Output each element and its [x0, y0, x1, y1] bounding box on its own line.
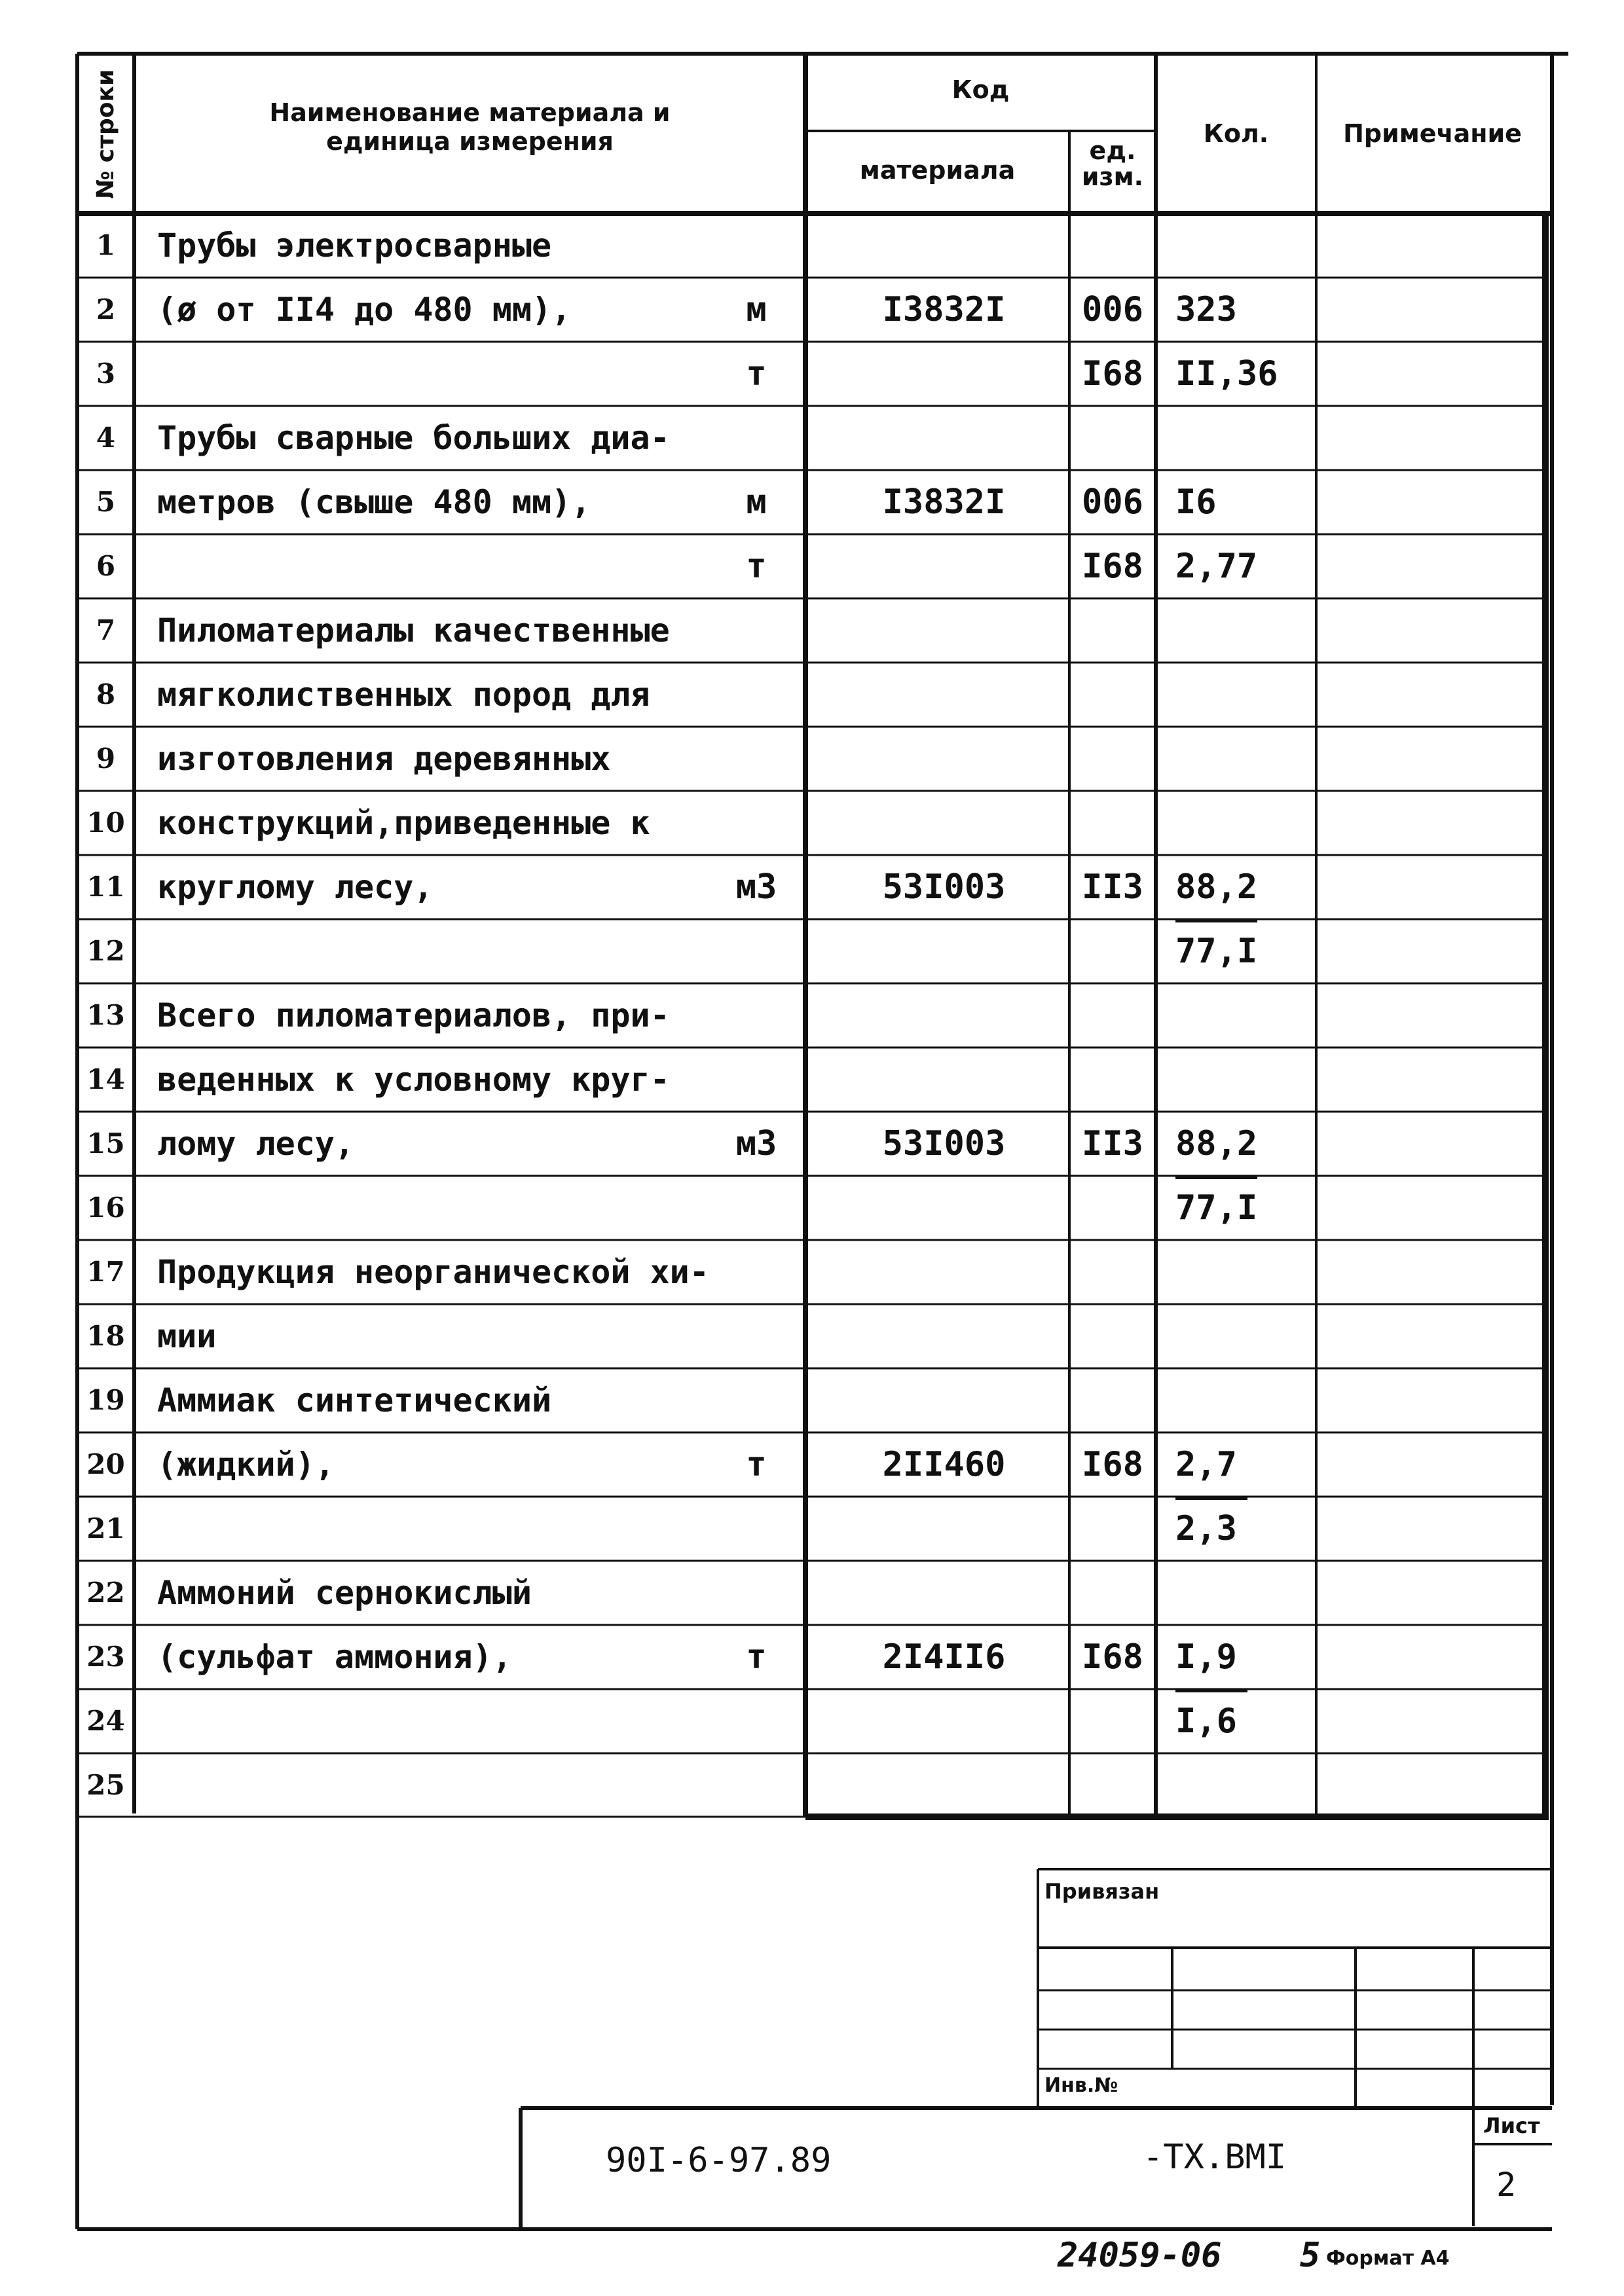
name-header-line2: единица измерения: [326, 127, 614, 156]
bound-label: Привязан: [1044, 1879, 1160, 1904]
note: [1316, 855, 1545, 919]
row-number: 11: [86, 871, 125, 903]
inventory-number-label: Инв.№: [1044, 2074, 1118, 2097]
note: [1316, 213, 1545, 278]
quantity: [1175, 983, 1316, 1048]
material-code: [819, 534, 1069, 598]
unit-code: 006: [1082, 483, 1143, 522]
unit: [720, 1497, 792, 1561]
note: [1316, 1753, 1545, 1817]
row-number: 20: [86, 1448, 125, 1480]
unit: т: [746, 354, 767, 393]
row-number: 15: [86, 1127, 125, 1159]
material-code: I3832I: [882, 290, 1006, 329]
material-name: (ø от II4 до 480 мм),: [157, 291, 572, 329]
row-number: 23: [86, 1641, 125, 1673]
row-number: 21: [86, 1512, 125, 1544]
material-name: мягколиственных пород для: [157, 676, 650, 714]
unit: [720, 1176, 792, 1240]
unit: т: [746, 1637, 767, 1677]
table-row: [0, 663, 1624, 727]
row-number: 1: [96, 229, 116, 261]
material-code: [819, 727, 1069, 791]
quantity: [1175, 598, 1316, 663]
unit: м3: [735, 867, 777, 907]
note: [1316, 663, 1545, 727]
unit: т: [746, 1445, 767, 1484]
quantity: [1175, 1753, 1316, 1817]
material-code: [819, 791, 1069, 855]
quantity: [1175, 663, 1316, 727]
unit: [720, 983, 792, 1048]
material-name: Аммоний сернокислый: [157, 1574, 532, 1612]
material-name: [157, 1753, 720, 1817]
note: [1316, 791, 1545, 855]
unit-code: I68: [1082, 1637, 1143, 1677]
unit: [720, 1561, 792, 1625]
note: [1316, 534, 1545, 598]
material-code: [819, 1240, 1069, 1304]
material-name: Трубы сварные больших диа-: [157, 419, 670, 457]
row-number: 24: [86, 1705, 125, 1737]
material-code: 2I4II6: [882, 1637, 1006, 1677]
table-row: [0, 534, 1624, 598]
quantity: 2,7: [1175, 1445, 1237, 1484]
quantity: [1175, 1304, 1316, 1368]
material-code: [819, 1689, 1069, 1753]
row-number: 4: [96, 422, 116, 454]
row-number: 3: [96, 357, 116, 390]
row-number: 16: [86, 1192, 125, 1224]
material-name: Пиломатериалы качественные: [157, 611, 670, 649]
unit: [720, 1368, 792, 1432]
name-header: [134, 98, 805, 156]
unit-code: [1069, 213, 1156, 278]
row-number: 8: [96, 678, 116, 710]
unit: [720, 791, 792, 855]
material-name: изготовления деревянных: [157, 740, 611, 778]
quantity: 77,I: [1175, 1188, 1258, 1228]
note: [1316, 1432, 1545, 1497]
unit-code: [1069, 406, 1156, 470]
note: [1316, 983, 1545, 1048]
row-number: 13: [86, 999, 125, 1031]
document-code: 90I-6-97.89: [606, 2141, 832, 2180]
code-group-header: Код: [951, 75, 1010, 104]
unit-code: [1069, 598, 1156, 663]
unit: [720, 919, 792, 983]
material-name: круглому лесу,: [157, 868, 434, 906]
unit: м: [746, 290, 767, 329]
table-row: [0, 1112, 1624, 1176]
table-row: [0, 1176, 1624, 1240]
quantity: 2,77: [1175, 547, 1258, 586]
material-name: [157, 1176, 720, 1240]
table-row: [0, 727, 1624, 791]
table-row: [0, 919, 1624, 983]
unit: м3: [735, 1124, 777, 1163]
material-name: веденных к условному круг-: [157, 1061, 670, 1099]
unit: м: [746, 483, 767, 522]
row-number: 19: [86, 1384, 125, 1416]
table-row: [0, 342, 1624, 406]
table-row: [0, 1304, 1624, 1368]
table-row: [0, 1432, 1624, 1497]
unit-code: [1069, 1176, 1156, 1240]
material-name: Продукция неорганической хи-: [157, 1253, 709, 1291]
material-code: [819, 1304, 1069, 1368]
table-row: [0, 1625, 1624, 1689]
material-code: [819, 1048, 1069, 1112]
material-name: метров (свыше 480 мм),: [157, 483, 591, 521]
material-name: (жидкий),: [157, 1446, 335, 1484]
material-name: [157, 1497, 720, 1561]
material-code: [819, 1561, 1069, 1625]
unit-code: [1069, 1304, 1156, 1368]
row-number: 9: [96, 742, 116, 774]
material-code: 2II460: [882, 1445, 1006, 1484]
material-code: [819, 1497, 1069, 1561]
archive-stamp: 24059-06: [1058, 2236, 1222, 2275]
material-code: 53I003: [882, 1124, 1006, 1163]
unit-code: [1069, 1048, 1156, 1112]
note: [1316, 1176, 1545, 1240]
code-unit-header-line1: ед.: [1089, 136, 1136, 165]
quantity: [1175, 1368, 1316, 1432]
quantity-header: Кол.: [1203, 119, 1269, 148]
material-code: 53I003: [882, 867, 1006, 907]
material-name: Трубы электросварные: [157, 227, 552, 264]
material-code: I3832I: [882, 483, 1006, 522]
material-name: лому лесу,: [157, 1125, 355, 1163]
quantity: 323: [1175, 290, 1237, 329]
quantity: [1175, 213, 1316, 278]
paper-format: Формат А4: [1326, 2247, 1450, 2270]
unit-code: [1069, 1689, 1156, 1753]
table-row: [0, 213, 1624, 278]
note: [1316, 1497, 1545, 1561]
quantity: [1175, 791, 1316, 855]
material-code: [819, 663, 1069, 727]
row-number-header: № строки: [92, 69, 119, 200]
note: [1316, 598, 1545, 663]
unit-code: [1069, 1240, 1156, 1304]
note: [1316, 406, 1545, 470]
quantity: 88,2: [1175, 1124, 1258, 1163]
table-row: [0, 1561, 1624, 1625]
row-number: 17: [86, 1256, 125, 1288]
unit: [720, 1048, 792, 1112]
table-row: [0, 1497, 1624, 1561]
code-unit-header-line2: изм.: [1081, 162, 1144, 191]
material-code: [819, 983, 1069, 1048]
unit-code: [1069, 1497, 1156, 1561]
page-mark: 5: [1300, 2236, 1321, 2275]
note-header: Примечание: [1343, 119, 1522, 148]
material-code: [819, 342, 1069, 406]
code-unit-header: [1069, 137, 1156, 190]
row-number: 18: [86, 1320, 125, 1352]
quantity: 2,3: [1175, 1509, 1237, 1548]
material-name: (сульфат аммония),: [157, 1638, 512, 1676]
table-row: [0, 855, 1624, 919]
unit: [720, 1240, 792, 1304]
material-name: [157, 534, 720, 598]
row-number: 10: [86, 807, 125, 839]
unit-code: 006: [1082, 290, 1143, 329]
material-name: Аммиак синтетический: [157, 1381, 552, 1419]
quantity: [1175, 1561, 1316, 1625]
unit-code: [1069, 791, 1156, 855]
material-name: [157, 342, 720, 406]
unit-code: II3: [1082, 1124, 1143, 1163]
unit-code: [1069, 663, 1156, 727]
unit: [720, 406, 792, 470]
row-number: 14: [86, 1063, 125, 1095]
unit-code: [1069, 919, 1156, 983]
note: [1316, 1048, 1545, 1112]
unit-code: [1069, 1561, 1156, 1625]
sheet-number: 2: [1496, 2166, 1517, 2204]
quantity: [1175, 1048, 1316, 1112]
material-code: [819, 1368, 1069, 1432]
material-code: [819, 213, 1069, 278]
note: [1316, 1368, 1545, 1432]
table-row: [0, 598, 1624, 663]
quantity: I,9: [1175, 1637, 1237, 1677]
quantity: I6: [1175, 483, 1217, 522]
document-code-suffix: -ТХ.ВМI: [1143, 2138, 1287, 2177]
material-name: [157, 919, 720, 983]
row-number: 5: [96, 486, 116, 518]
unit-code: I68: [1082, 354, 1143, 393]
table-row: [0, 1368, 1624, 1432]
table-row: [0, 983, 1624, 1048]
unit: [720, 1753, 792, 1817]
unit-code: I68: [1082, 547, 1143, 586]
quantity: [1175, 1240, 1316, 1304]
quantity: II,36: [1175, 354, 1278, 393]
note: [1316, 1561, 1545, 1625]
row-number: 12: [86, 935, 125, 967]
material-code: [819, 919, 1069, 983]
unit: [720, 727, 792, 791]
name-header-line1: Наименование материала и: [269, 98, 671, 127]
unit: [720, 1689, 792, 1753]
row-number: 22: [86, 1576, 125, 1609]
unit: [720, 213, 792, 278]
unit-code: II3: [1082, 867, 1143, 907]
table-row: [0, 1048, 1624, 1112]
table-row: [0, 470, 1624, 534]
note: [1316, 342, 1545, 406]
unit: т: [746, 547, 767, 586]
material-code: [819, 598, 1069, 663]
sheet-label: Лист: [1483, 2113, 1540, 2138]
material-name: [157, 1689, 720, 1753]
note: [1316, 470, 1545, 534]
material-code: [819, 1753, 1069, 1817]
table-row: [0, 278, 1624, 342]
material-code: [819, 1176, 1069, 1240]
unit-code: I68: [1082, 1445, 1143, 1484]
note: [1316, 727, 1545, 791]
unit-code: [1069, 1753, 1156, 1817]
unit-code: [1069, 1368, 1156, 1432]
note: [1316, 919, 1545, 983]
unit: [720, 598, 792, 663]
note: [1316, 278, 1545, 342]
quantity: 77,I: [1175, 932, 1258, 971]
note: [1316, 1112, 1545, 1176]
code-material-header: материала: [859, 156, 1016, 185]
quantity: 88,2: [1175, 867, 1258, 907]
table-row: [0, 1240, 1624, 1304]
note: [1316, 1625, 1545, 1689]
row-number: 7: [96, 614, 116, 646]
note: [1316, 1304, 1545, 1368]
material-name: Всего пиломатериалов, при-: [157, 996, 670, 1034]
table-row: [0, 791, 1624, 855]
table-row: [0, 406, 1624, 470]
quantity: [1175, 727, 1316, 791]
material-name: мии: [157, 1317, 217, 1355]
row-number: 25: [86, 1769, 125, 1801]
unit-code: [1069, 983, 1156, 1048]
material-code: [819, 406, 1069, 470]
note: [1316, 1689, 1545, 1753]
note: [1316, 1240, 1545, 1304]
unit: [720, 1304, 792, 1368]
material-name: конструкций,приведенные к: [157, 804, 650, 842]
unit-code: [1069, 727, 1156, 791]
unit: [720, 663, 792, 727]
quantity: I,6: [1175, 1702, 1237, 1741]
table-row: [0, 1689, 1624, 1753]
row-number: 2: [96, 293, 116, 325]
table-row: [0, 1753, 1624, 1817]
row-number: 6: [96, 550, 116, 582]
quantity: [1175, 406, 1316, 470]
